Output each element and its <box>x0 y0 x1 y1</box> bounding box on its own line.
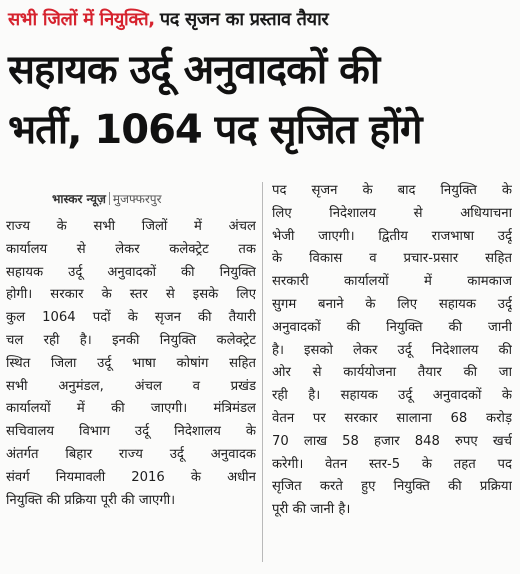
body-line: 70 लाख 58 हजार 848 रुपए खर्च <box>272 433 512 449</box>
body-line: सृजित करते हुए नियुक्ति की प्रक्रिया <box>272 479 512 495</box>
headline-line-1: सहायक उर्दू अनुवादकों की <box>8 47 380 93</box>
body-line: रही है। सहायक उर्दू अनुवादकों के <box>272 388 512 404</box>
headline-line-2: भर्ती, 1064 पद सृजित होंगे <box>8 107 422 153</box>
kicker-highlight: सभी जिलों में नियुक्ति, <box>8 9 155 30</box>
body-line: राज्य के सभी जिलों में अंचल <box>6 219 256 234</box>
body-line: ओर से कार्ययोजना तैयार की जा <box>272 365 512 381</box>
body-line: सुगम बनाने के लिए सहायक उर्दू <box>272 296 512 312</box>
body-line: नियुक्ति की प्रक्रिया पूरी की जाएगी। <box>6 492 176 508</box>
body-line: भेजी जाएगी। द्वितीय राजभाषा उर्दू <box>272 228 512 244</box>
body-line: कार्यालय से लेकर कलेक्ट्रेट तक <box>6 241 256 257</box>
body-line: चल रही है। इनकी नियुक्ति कलेक्ट्रेट <box>6 332 256 348</box>
body-line: होगी। सरकार के स्तर से इसके लिए <box>6 287 256 303</box>
byline-place: मुजफ्फरपुर <box>112 191 162 206</box>
kicker <box>8 4 514 34</box>
body-line: वेतन पर सरकार सालाना 68 करोड़ <box>272 410 512 426</box>
body-line: पद सृजन के बाद नियुक्ति के <box>272 183 512 198</box>
body-line: लिए निदेशालय से अधियाचना <box>272 205 512 221</box>
article-column-left <box>6 180 256 512</box>
body-line: सरकारी कार्यालयों में कामकाज <box>272 274 512 290</box>
body-line: कुल 1064 पदों के सृजन की तैयारी <box>6 310 256 326</box>
body-line: है। इसको लेकर उर्दू निदेशालय की <box>272 342 512 358</box>
body-line: सहायक उर्दू अनुवादकों की नियुक्ति <box>6 264 256 280</box>
article-column-right <box>272 180 512 522</box>
kicker-text: पद सृजन का प्रस्ताव तैयार <box>159 9 329 30</box>
byline <box>6 180 256 216</box>
body-line: अंतर्गत बिहार राज्य उर्दू अनुवादक <box>6 446 256 462</box>
body-line: करेगी। वेतन स्तर-5 के तहत पद <box>272 456 512 472</box>
body-line: सभी अनुमंडल, अंचल व प्रखंड <box>6 378 256 394</box>
body-line: स्थित जिला उर्दू भाषा कोषांग सहित <box>6 355 256 371</box>
body-line: सचिवालय विभाग उर्दू निदेशालय के <box>6 424 256 440</box>
body-line: के विकास व प्रचार-प्रसार सहित <box>272 251 512 267</box>
column-divider <box>262 182 263 562</box>
body-line: पूरी की जानी है। <box>272 502 351 518</box>
body-line: अनुवादकों की नियुक्ति की जानी <box>272 319 512 335</box>
body-line: कार्यालयों में की जाएगी। मंत्रिमंडल <box>6 401 256 417</box>
byline-separator <box>109 192 110 205</box>
body-line: संवर्ग नियमावली 2016 के अधीन <box>6 469 256 485</box>
byline-agency: भास्कर न्यूज़ <box>52 191 106 206</box>
